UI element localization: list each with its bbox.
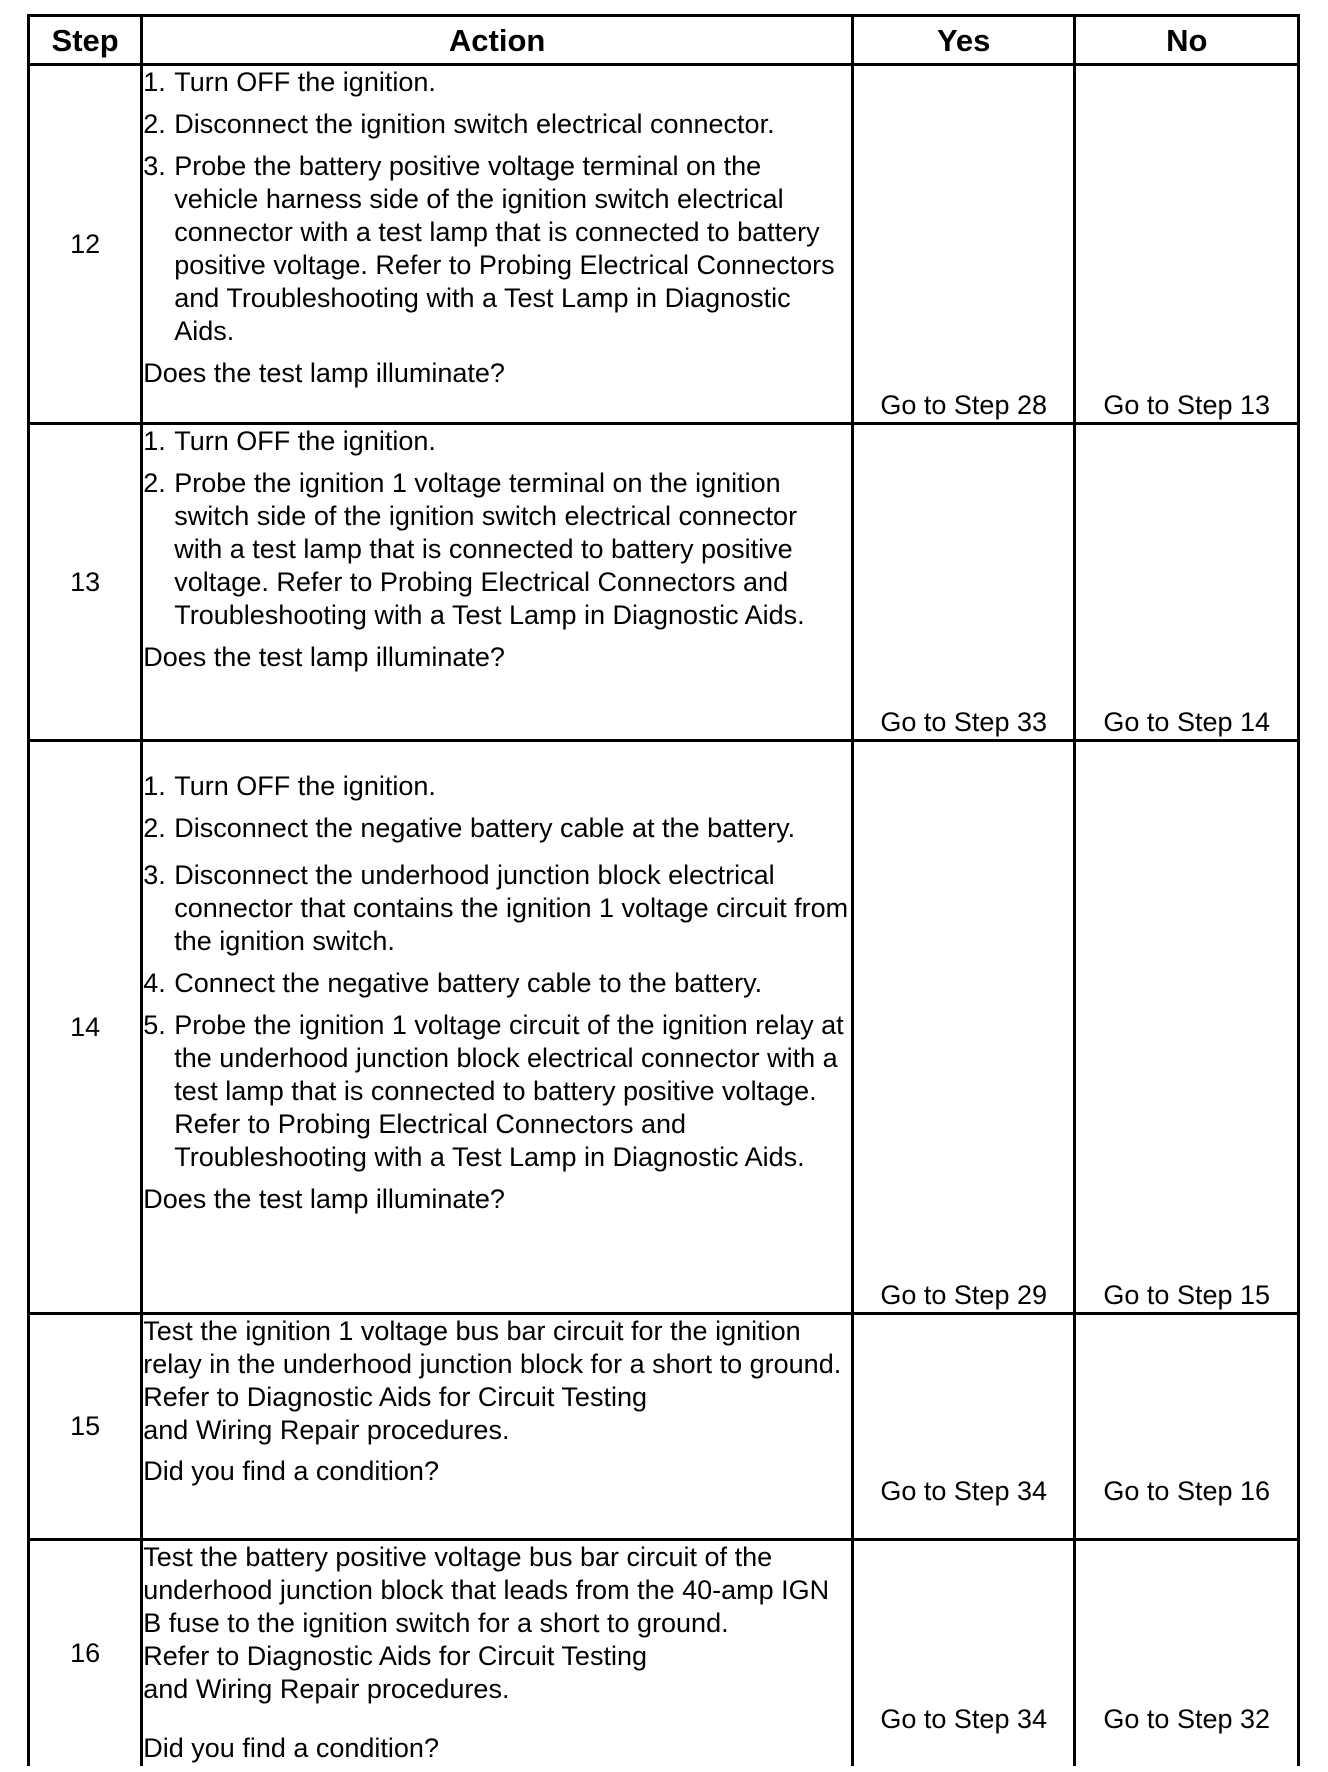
action-cell [142,741,853,1314]
table-row-step-12 [29,65,1299,424]
header-no: No [1075,16,1299,65]
question-text: Did you find a condition? [143,1733,439,1763]
action-steps [143,770,851,1174]
step-number: 13 [29,424,142,741]
action-step: 2. Disconnect the ignition switch electrical connector. [143,109,775,139]
action-step: 5. Probe the ignition 1 voltage circuit of the ignition relay at the underhood junction block electrical connector with a test lamp that is connected to battery positive voltage. Refer to Probing Electrical Connectors and Troubleshooting with a Test Lamp in Diagnostic Aids. [143,1010,844,1172]
refer-text: Refer to Diagnostic Aids for Circuit Testing and Wiring Repair procedures. [143,1641,647,1704]
action-step: 1. Turn OFF the ignition. [143,771,436,801]
header-step: Step [29,16,142,65]
diagnostic-table [27,14,1300,1766]
table-row-step-15 [29,1314,1299,1540]
action-cell [142,1314,853,1540]
yes-result: Go to Step 28 [852,65,1075,424]
header-action: Action [142,16,853,65]
action-cell [142,65,853,424]
yes-result: Go to Step 34 [852,1314,1075,1540]
action-step: 3. Probe the battery positive voltage terminal on the vehicle harness side of the ignition switch electrical connector with a test lamp that is connected to battery positive voltage. Refer to Probing Electrical Connectors and Troubleshooting with a Test Lamp in Diagnostic Aids. [143,151,835,346]
action-cell [142,424,853,741]
table-row-step-16 [29,1540,1299,1766]
step-number: 15 [29,1314,142,1540]
no-result: Go to Step 14 [1075,424,1299,741]
action-step: 1. Turn OFF the ignition. [143,67,436,97]
table-row-step-13 [29,424,1299,741]
action-cell [142,1540,853,1766]
question-text: Does the test lamp illuminate? [143,358,505,388]
action-step: 4. Connect the negative battery cable to the battery. [143,968,763,998]
header-row [29,16,1299,65]
yes-result: Go to Step 33 [852,424,1075,741]
action-text: Test the battery positive voltage bus bar circuit of the underhood junction block that leads from the 40-amp IGN B fuse to the ignition switch for a short to ground. [143,1542,830,1638]
step-number: 14 [29,741,142,1314]
no-result: Go to Step 15 [1075,741,1299,1314]
action-step: 2. Probe the ignition 1 voltage terminal on the ignition switch side of the ignition switch electrical connector with a test lamp that is connected to battery positive voltage. Refer to Probing Electrical Connectors and Troubleshooting with a Test Lamp in Diagnostic Aids. [143,468,805,630]
action-step: 3. Disconnect the underhood junction block electrical connector that contains the ignition 1 voltage circuit from the ignition switch. [143,860,849,956]
no-result: Go to Step 32 [1075,1540,1299,1766]
question-text: Did you find a condition? [143,1456,439,1486]
no-result: Go to Step 13 [1075,65,1299,424]
no-result: Go to Step 16 [1075,1314,1299,1540]
refer-text: Refer to Diagnostic Aids for Circuit Testing and Wiring Repair procedures. [143,1382,647,1445]
action-steps [143,425,851,632]
step-number: 16 [29,1540,142,1766]
action-steps [143,66,851,348]
yes-result: Go to Step 29 [852,741,1075,1314]
action-text: Test the ignition 1 voltage bus bar circuit for the ignition relay in the underhood junction block for a short to ground. [143,1316,842,1379]
question-text: Does the test lamp illuminate? [143,1184,505,1214]
table-row-step-14 [29,741,1299,1314]
header-yes: Yes [852,16,1075,65]
action-step: 1. Turn OFF the ignition. [143,426,436,456]
yes-result: Go to Step 34 [852,1540,1075,1766]
step-number: 12 [29,65,142,424]
action-step: 2. Disconnect the negative battery cable at the battery. [143,813,796,843]
question-text: Does the test lamp illuminate? [143,642,505,672]
